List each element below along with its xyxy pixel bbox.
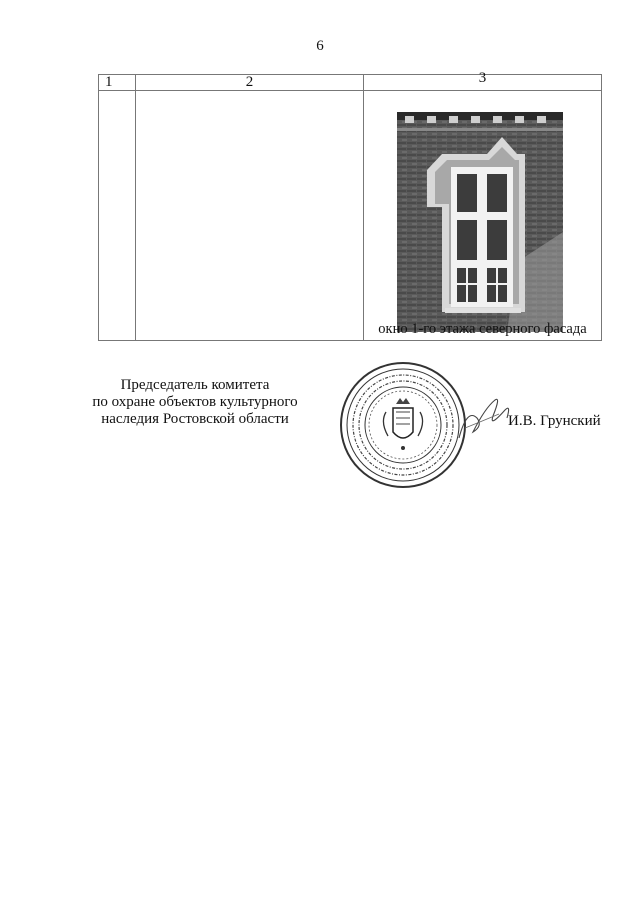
column-header-3 <box>364 70 602 91</box>
photo-table <box>98 70 602 341</box>
window-photo <box>397 112 563 332</box>
table-cell-1 <box>99 91 136 341</box>
official-seal <box>338 360 468 490</box>
table-row <box>99 91 602 341</box>
signatory-name: И.В. Грунский <box>508 413 601 429</box>
signatory-title-line: Председатель комитета <box>120 377 270 393</box>
signatory-title-line: по охране объектов культурного <box>92 394 298 410</box>
table-cell-3 <box>364 91 602 341</box>
official-seal-image <box>338 360 468 490</box>
column-header-2: 2 <box>136 75 364 91</box>
table-header-row <box>99 75 602 91</box>
window-photo-image <box>397 112 563 332</box>
signature-image <box>455 388 515 448</box>
column-header-3-label: 3 <box>478 70 487 86</box>
table-cell-2 <box>136 91 364 341</box>
signatory-title <box>80 377 310 428</box>
signatory-title-line: наследия Ростовской области <box>101 411 289 427</box>
page-number: 6 <box>316 38 324 54</box>
photo-caption: окно 1-го этажа северного фасада <box>378 321 587 337</box>
column-header-1: 1 <box>99 75 136 91</box>
handwritten-signature <box>455 388 515 448</box>
